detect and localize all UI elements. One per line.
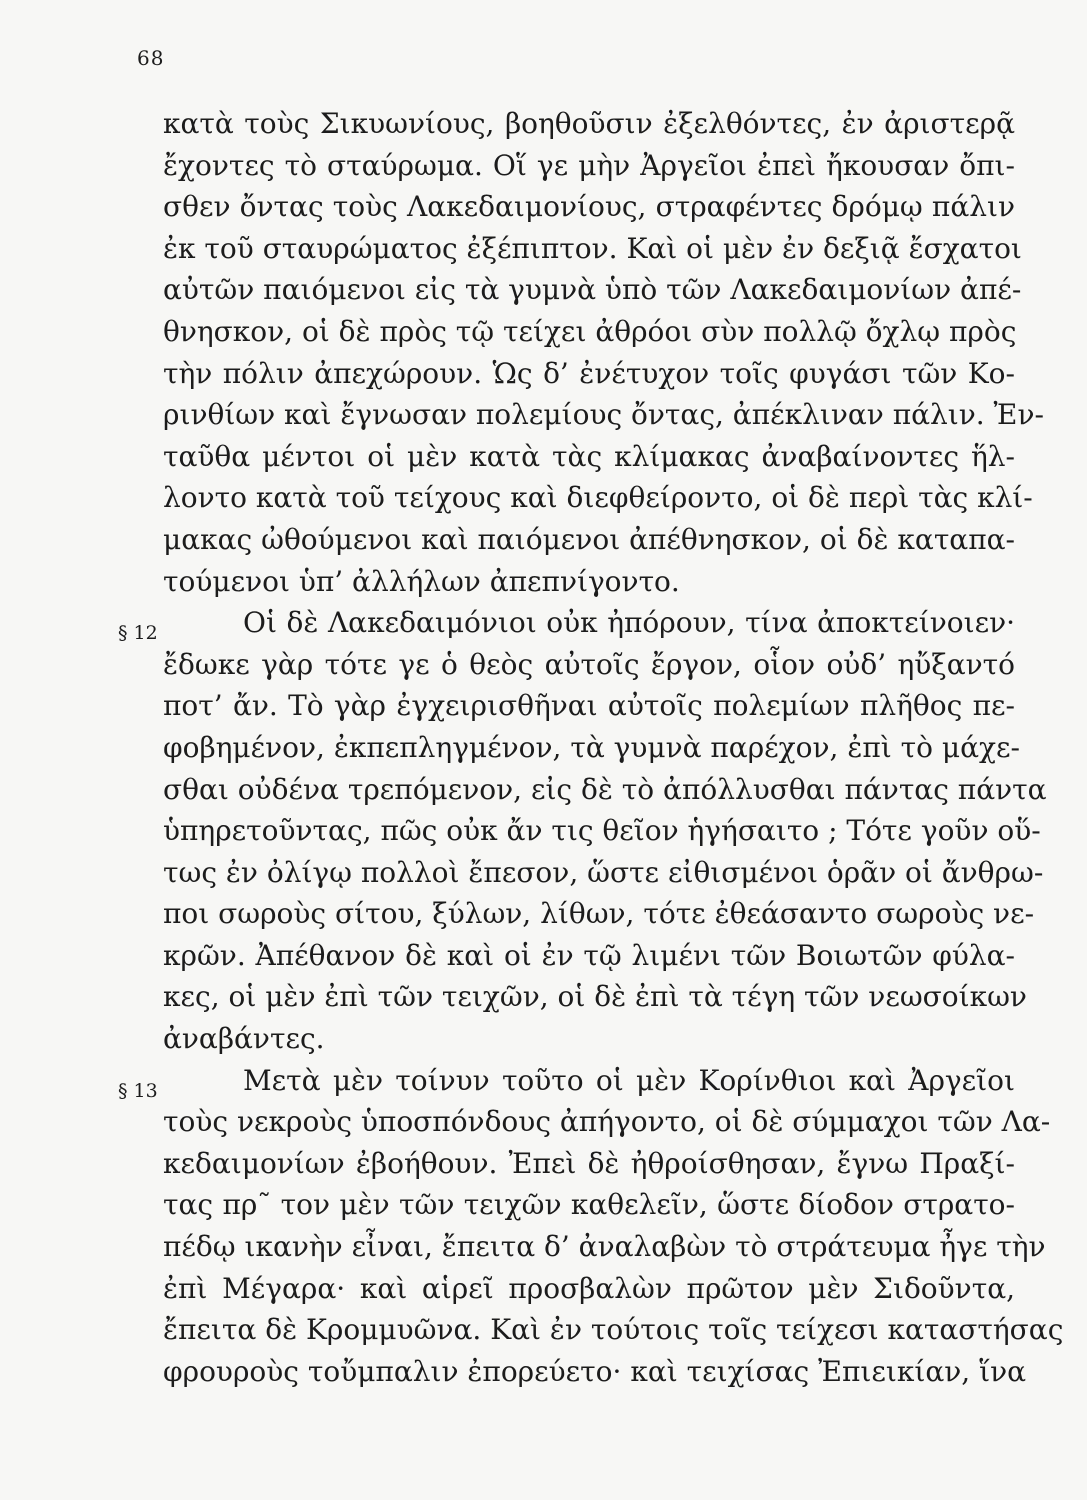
text-line: τούμενοι ὑπ’ ἀλλήλων ἀπεπνίγοντο. bbox=[163, 564, 680, 598]
page-number: 68 bbox=[137, 46, 165, 70]
text-line: αὐτῶν παιόμενοι εἰς τὰ γυμνὰ ὑπὸ τῶν Λακεδαιμονίων ἀπέ- bbox=[163, 273, 1022, 307]
text-line: τας πρ῀ τον μὲν τῶν τειχῶν καθελεῖν, ὥστε δίοδον στρατο- bbox=[163, 1188, 1015, 1222]
text-line: θνησκον, οἱ δὲ πρὸς τῷ τείχει ἀθρόοι σὺν πολλῷ ὄχλῳ πρὸς bbox=[163, 314, 1017, 348]
text-line: λοντο κατὰ τοῦ τείχους καὶ διεφθείροντο, οἱ δὲ περὶ τὰς κλί- bbox=[163, 481, 1033, 515]
text-line: ἔπειτα δὲ Κρομμυῶνα. Καὶ ἐν τούτοις τοῖς τείχεσι καταστήσας bbox=[163, 1313, 1064, 1347]
text-line: τὴν πόλιν ἀπεχώρουν. Ὡς δ’ ἐνέτυχον τοῖς φυγάσι τῶν Κο- bbox=[163, 356, 1015, 390]
text-line: ἔχοντες τὸ σταύρωμα. Οἵ γε μὴν Ἀργεῖοι ἐπεὶ ἤκουσαν ὄπι- bbox=[163, 148, 1015, 182]
text-line: κρῶν. Ἀπέθανον δὲ καὶ οἱ ἐν τῷ λιμένι τῶν Βοιωτῶν φύλα- bbox=[163, 938, 1015, 972]
text-line: ἀναβάντες. bbox=[163, 1022, 325, 1056]
text-line: ὑπηρετοῦντας, πῶς οὐκ ἄν τις θεῖον ἡγήσαιτο ; Τότε γοῦν οὕ- bbox=[163, 814, 1041, 848]
text-line: ταῦθα μέντοι οἱ μὲν κατὰ τὰς κλίμακας ἀναβαίνοντες ἥλ- bbox=[163, 439, 1015, 473]
text-line: κατὰ τοὺς Σικυωνίους, βοηθοῦσιν ἐξελθόντες, ἐν ἀριστερᾷ bbox=[163, 107, 1015, 140]
text-line: τως ἐν ὀλίγῳ πολλοὶ ἔπεσον, ὥστε εἰθισμένοι ὁρᾶν οἱ ἄνθρω- bbox=[163, 855, 1044, 889]
text-line: πέδῳ ικανὴν εἶναι, ἔπειτα δ’ ἀναλαβὼν τὸ στράτευμα ἦγε τὴν bbox=[163, 1230, 1046, 1264]
text-line: ρινθίων καὶ ἔγνωσαν πολεμίους ὄντας, ἀπέκλιναν πάλιν. Ἐν- bbox=[163, 398, 1044, 432]
main-text-block bbox=[163, 103, 1064, 1392]
text-line: Μετὰ μὲν τοίνυν τοῦτο οἱ μὲν Κορίνθιοι καὶ Ἀργεῖοι bbox=[243, 1063, 1015, 1097]
text-line: φοβημένον, ἐκπεπληγμένον, τὰ γυμνὰ παρέχον, ἐπὶ τὸ μάχε- bbox=[163, 730, 1020, 764]
text-line: ποτ’ ἄν. Τὸ γὰρ ἐγχειρισθῆναι αὐτοῖς πολεμίων πλῆθος πε- bbox=[163, 689, 1015, 723]
section-marker-12: § 12 bbox=[118, 622, 158, 644]
text-line: σθαι οὐδένα τρεπόμενον, εἰς δὲ τὸ ἀπόλλυσθαι πάντας πάντα bbox=[163, 772, 1047, 806]
text-line: σθεν ὄντας τοὺς Λακεδαιμονίους, στραφέντες δρόμῳ πάλιν bbox=[163, 190, 1015, 224]
text-line: κεδαιμονίων ἐβοήθουν. Ἐπεὶ δὲ ἠθροίσθησαν, ἔγνω Πραξί- bbox=[163, 1146, 1015, 1180]
text-line: ποι σωροὺς σίτου, ξύλων, λίθων, τότε ἐθεάσαντο σωροὺς νε- bbox=[163, 897, 1035, 931]
text-line: ἐπὶ Μέγαρα· καὶ αἱρεῖ προσβαλὼν πρῶτον μὲν Σιδοῦντα, bbox=[163, 1271, 1015, 1305]
text-line: κες, οἱ μὲν ἐπὶ τῶν τειχῶν, οἱ δὲ ἐπὶ τὰ τέγη τῶν νεωσοίκων bbox=[163, 980, 1027, 1014]
text-line: τοὺς νεκροὺς ὑποσπόνδους ἀπήγοντο, οἱ δὲ σύμμαχοι τῶν Λα- bbox=[163, 1105, 1051, 1139]
text-line: ἔδωκε γὰρ τότε γε ὁ θεὸς αὐτοῖς ἔργον, οἷον οὐδ’ ηὔξαντό bbox=[163, 647, 1015, 681]
text-line: Οἱ δὲ Λακεδαιμόνιοι οὐκ ἠπόρουν, τίνα ἀποκτείνοιεν· bbox=[243, 606, 1015, 640]
text-line: φρουροὺς τοὔμπαλιν ἐπορεύετο· καὶ τειχίσας Ἐπιεικίαν, ἵνα bbox=[163, 1354, 1026, 1388]
text-line: μακας ὠθούμενοι καὶ παιόμενοι ἀπέθνησκον, οἱ δὲ καταπα- bbox=[163, 522, 1015, 556]
text-line: ἐκ τοῦ σταυρώματος ἐξέπιπτον. Καὶ οἱ μὲν ἐν δεξιᾷ ἔσχατοι bbox=[163, 231, 1022, 265]
section-marker-13: § 13 bbox=[118, 1080, 158, 1102]
